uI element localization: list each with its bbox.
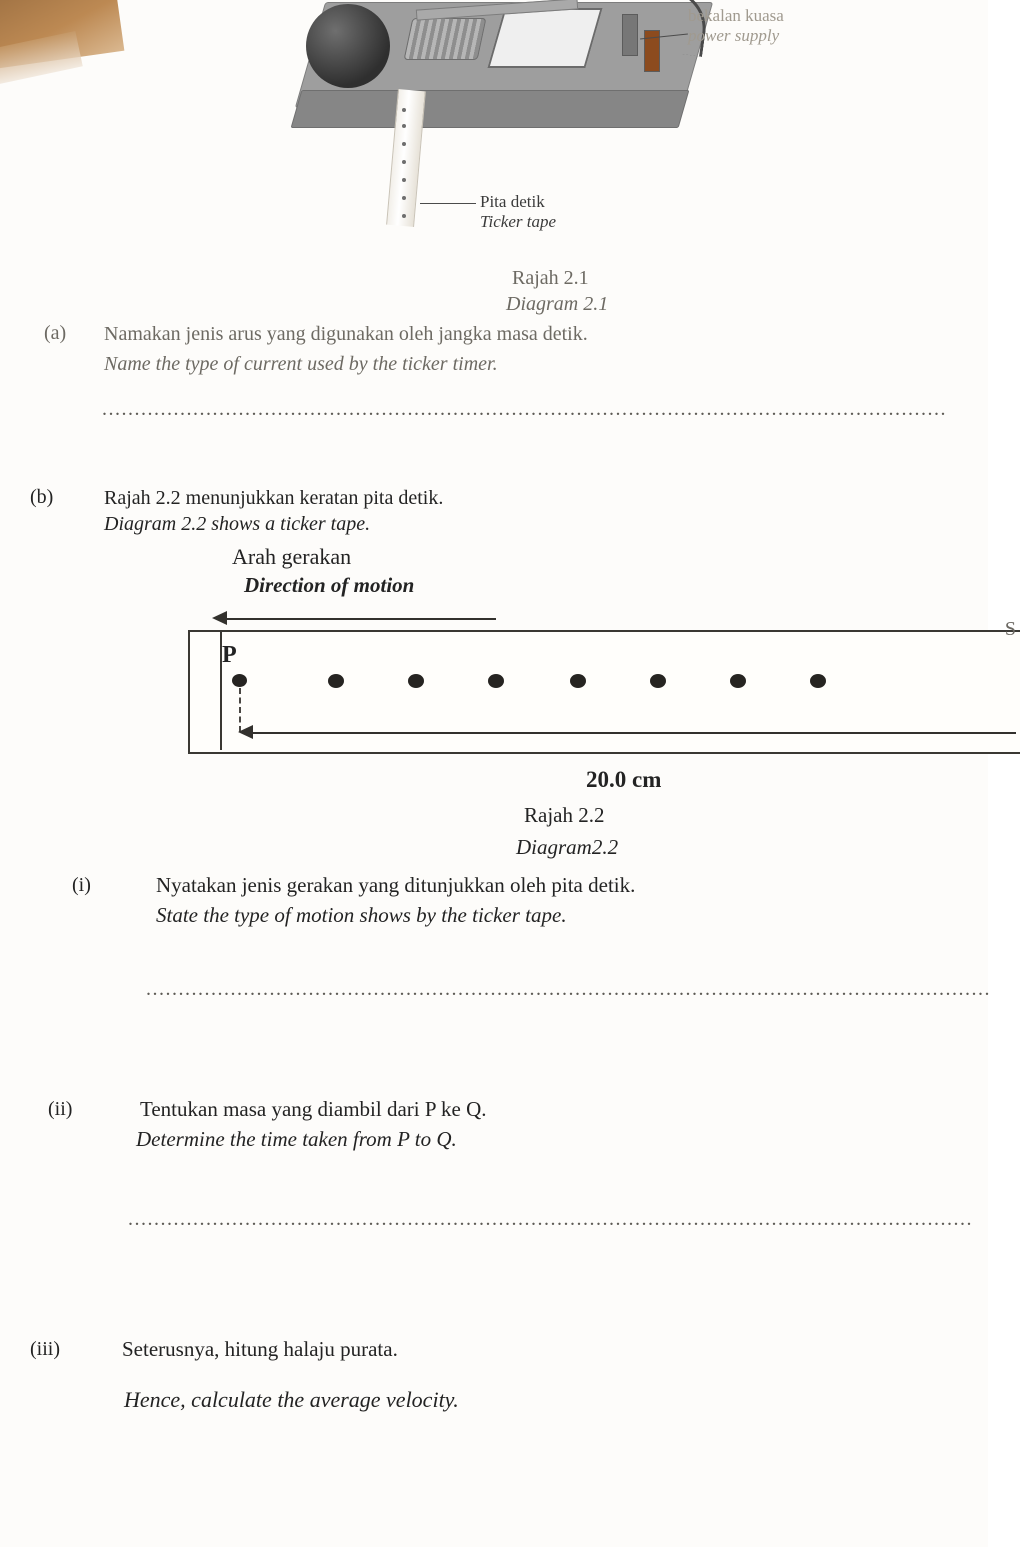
direction-label-malay: Arah gerakan: [232, 544, 352, 569]
question-bi-label: (i): [72, 874, 91, 896]
tape-dot: [730, 674, 746, 688]
direction-arrow-head: [212, 611, 227, 625]
tape-strip-dots: [400, 104, 412, 224]
tape-dot: [488, 674, 504, 688]
question-bi-malay: Nyatakan jenis gerakan yang ditunjukkan oleh pita detik.: [156, 873, 636, 897]
figure1-caption-english: Diagram 2.1: [506, 293, 609, 315]
ticker-tape-leader-line: [420, 203, 476, 204]
tape-dot-p: [232, 674, 247, 687]
tape-dot: [810, 674, 826, 688]
ticker-tape-callout-english: Ticker tape: [480, 212, 557, 232]
tape-reel-knob: [306, 4, 390, 88]
figure2-caption-english: Diagram2.2: [516, 835, 619, 859]
figure1-caption-malay: Rajah 2.1: [512, 267, 589, 289]
answer-line-bi[interactable]: ..................................................................................................................................: [146, 978, 991, 1000]
power-supply-callout-malay: bekalan kuasa: [688, 6, 784, 25]
question-biii-label: (iii): [30, 1338, 60, 1360]
apparatus-base-front: [291, 90, 690, 128]
question-a-label: (a): [44, 322, 67, 344]
direction-arrow-line: [220, 618, 496, 620]
ticker-tape-callout-malay: Pita detik: [480, 192, 545, 211]
question-b-malay: Rajah 2.2 menunjukkan keratan pita detik.: [104, 487, 444, 509]
question-a-malay: Namakan jenis arus yang digunakan oleh jangka masa detik.: [104, 323, 588, 345]
length-arrow-line: [246, 732, 1016, 734]
tape-dot: [328, 674, 344, 688]
power-supply-callout-english: power supply: [688, 26, 780, 46]
question-b-label: (b): [30, 486, 54, 508]
tape-dot: [650, 674, 666, 688]
question-bii-english: Determine the time taken from P to Q.: [136, 1127, 457, 1151]
question-bii-malay: Tentukan masa yang diambil dari P ke Q.: [140, 1097, 487, 1121]
tape-length-label: 20.0 cm: [586, 767, 662, 792]
power-supply-callout: [688, 6, 784, 46]
tape-dot: [408, 674, 424, 688]
answer-line-bii[interactable]: ..................................................................................................................................: [128, 1208, 973, 1230]
ticker-tape-diagram: [150, 600, 1016, 770]
ticker-tape-callout: [480, 192, 556, 232]
question-biii-malay: Seterusnya, hitung halaju purata.: [122, 1337, 398, 1361]
tape-outline: [188, 630, 1020, 754]
ticker-timer-coil: [404, 18, 487, 60]
tape-dot: [570, 674, 586, 688]
question-bii-label: (ii): [48, 1098, 73, 1120]
point-p-label: P: [222, 642, 237, 668]
question-bi-english: State the type of motion shows by the ticker tape.: [156, 903, 567, 927]
question-b-english: Diagram 2.2 shows a ticker tape.: [104, 513, 371, 535]
length-arrow-head: [238, 725, 253, 739]
question-a-english: Name the type of current used by the ticker timer.: [104, 353, 498, 375]
edge-letter-label: S: [1004, 618, 1016, 640]
figure2-caption-malay: Rajah 2.2: [524, 803, 605, 827]
direction-label-english: Direction of motion: [244, 573, 415, 597]
answer-line-a[interactable]: ..................................................................................................................................: [102, 398, 947, 420]
question-biii-english: Hence, calculate the average velocity.: [124, 1387, 459, 1412]
